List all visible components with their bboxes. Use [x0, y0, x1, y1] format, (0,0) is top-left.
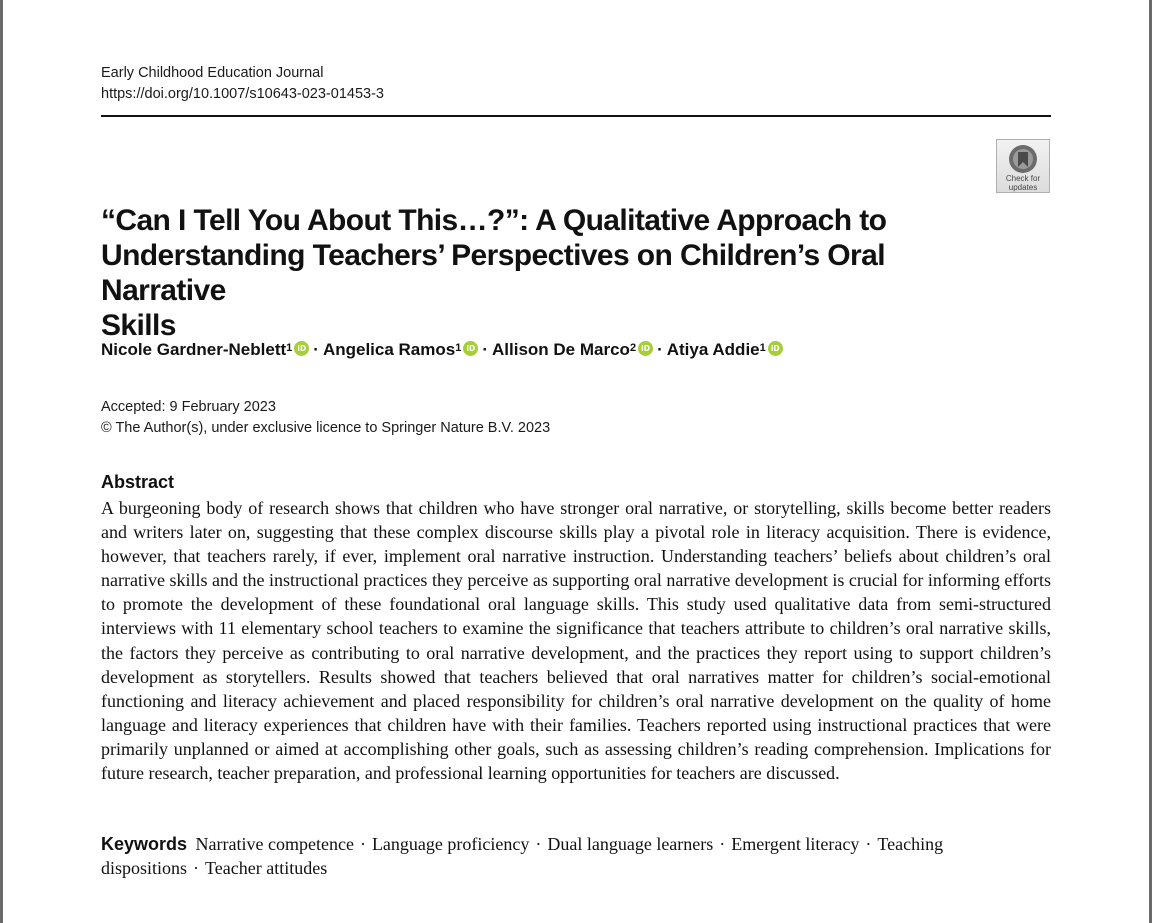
orcid-icon[interactable]: iD: [294, 341, 309, 356]
affiliation-marker: 2: [629, 342, 637, 354]
keyword: Teaching dispositions: [101, 834, 944, 878]
doi-link[interactable]: https://doi.org/10.1007/s10643-023-01453-3: [101, 86, 384, 102]
keyword: Narrative competence: [195, 834, 354, 854]
article-title: [101, 203, 981, 343]
author[interactable]: Angelica Ramos$^1$ iD: [323, 340, 478, 359]
keyword: Emergent literacy: [731, 834, 860, 854]
title-line-1: “Can I Tell You About This…?”: A Qualitative Approach to: [101, 204, 887, 237]
author-separator: ·: [482, 340, 489, 359]
author[interactable]: Allison De Marco$^2$ iD: [492, 340, 653, 359]
author-separator: ·: [657, 340, 663, 359]
keywords-section: [101, 832, 1051, 880]
copyright-notice: © The Author(s), under exclusive licence to Springer Nature B.V. 2023: [101, 420, 551, 436]
keyword-separator: ·: [359, 834, 366, 854]
check-for-updates-button[interactable]: [996, 139, 1050, 193]
keyword-separator: ·: [865, 834, 872, 854]
author-list: [101, 338, 783, 362]
journal-header: [101, 63, 384, 105]
keyword: Language proficiency: [371, 834, 530, 854]
affiliation-marker: 1: [286, 342, 293, 354]
header-rule: [101, 115, 1051, 117]
author[interactable]: Nicole Gardner-Neblett$^1$ iD: [101, 340, 309, 359]
title-line-3: Skills: [101, 309, 176, 342]
orcid-icon[interactable]: iD: [638, 341, 653, 356]
abstract-text: A burgeoning body of research shows that children who have stronger oral narrative, or storytelling, skills become better readers and writers later on, suggesting that these complex discourse skills play a pivotal role in literacy acquisition. There is evidence, however, that teachers rarely, if ever, implement oral narrative instruction. Understanding teachers’ beliefs about children’s oral narrative skills and the instructional practices they perceive as supporting oral narrative development is crucial for informing efforts to promote the development of these foundational oral language skills. This study used qualitative data from semi-structured interviews with 11 elementary school teachers to examine the significance that teachers attribute to children’s oral narrative skills, the factors they perceive as contributing to oral narrative development, and the practices they report using to support children’s development as storytellers. Results showed that teachers believed that oral narratives matter for children’s social-emotional functioning and literacy achievement and placed responsibility for children’s oral narrative development on the quality of home language and literacy experiences that children have with their families. Teachers reported using instructional practices that were primarily unplanned or aimed at accomplishing other goals, such as assessing children’s reading comprehension. Implications for future research, teacher preparation, and professional learning opportunities for teachers are discussed.: [101, 498, 1051, 784]
author-separator: ·: [313, 340, 319, 359]
keyword-separator: ·: [193, 858, 200, 878]
publication-dates: [101, 397, 550, 439]
badge-line-1: Check for: [1005, 174, 1041, 183]
journal-name: Early Childhood Education Journal: [101, 65, 324, 81]
abstract-heading: Abstract: [101, 472, 175, 492]
keyword: Dual language learners: [547, 834, 714, 854]
check-for-updates-icon: [1008, 144, 1038, 174]
keyword-separator: ·: [535, 834, 542, 854]
affiliation-marker: 1: [455, 342, 462, 354]
badge-line-2: updates: [1008, 183, 1038, 192]
accepted-date: Accepted: 9 February 2023: [101, 399, 276, 415]
keywords-label: Keywords: [101, 834, 188, 854]
keyword-separator: ·: [719, 834, 726, 854]
affiliation-marker: 1: [759, 342, 766, 354]
keyword: Teacher attitudes: [205, 858, 328, 878]
title-line-2: Understanding Teachers’ Perspectives on Children’s Oral Narrative: [101, 239, 885, 307]
author[interactable]: Atiya Addie$^1$ iD: [667, 340, 783, 359]
orcid-icon[interactable]: iD: [463, 341, 478, 356]
window-edge-left: [0, 0, 3, 923]
orcid-icon[interactable]: iD: [768, 341, 783, 356]
